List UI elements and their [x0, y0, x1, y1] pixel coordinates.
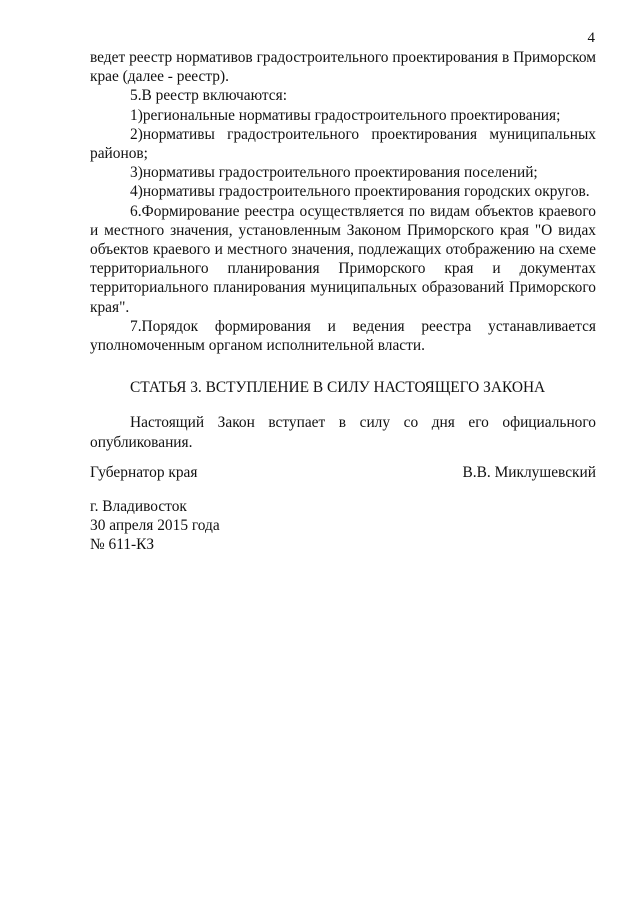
law-number: № 611-КЗ [90, 536, 155, 554]
article-heading: СТАТЬЯ 3. ВСТУПЛЕНИЕ В СИЛУ НАСТОЯЩЕГО ЗАКОНА [130, 379, 546, 397]
article-text: Настоящий Закон вступает в силу со дня его официального опубликования. [90, 414, 596, 451]
signer-position: Губернатор края [90, 464, 198, 481]
paragraph-registry-intro: ведет реестр нормативов градостроительного проектирования в Приморском крае (далее - реестр). [90, 49, 596, 86]
paragraph-subitem-4: 4)нормативы градостроительного проектирования городских округов. [130, 183, 590, 201]
document-details [90, 497, 390, 555]
page-number: 4 [587, 30, 595, 46]
paragraph-subitem-1: 1)региональные нормативы градостроительного проектирования; [130, 106, 561, 124]
issue-city: г. Владивосток [90, 498, 187, 515]
paragraph-item-6: 6.Формирование реестра осуществляется по видам объектов краевого и местного значения, установленным Законом Приморского края "О видах объектов краевого и местного значения, подлежащих отображению на схеме территориального планирования Приморского края и документах территориального планирования муниципальных образований Приморского края". [90, 202, 596, 316]
signer-name: В.В. Миклушевский [462, 464, 596, 481]
paragraph-item-5: 5.В реестр включаются: [130, 87, 287, 105]
paragraph-subitem-2: 2)нормативы градостроительного проектирования муниципальных районов; [90, 125, 596, 163]
signature-block [90, 463, 596, 482]
document-body [90, 48, 596, 452]
paragraph-item-7: 7.Порядок формирования и ведения реестра устанавливается уполномоченным органом исполнительной власти. [90, 317, 596, 355]
paragraph-subitem-3: 3)нормативы градостроительного проектирования поселений; [130, 164, 538, 182]
issue-date: 30 апреля 2015 года [90, 517, 220, 535]
